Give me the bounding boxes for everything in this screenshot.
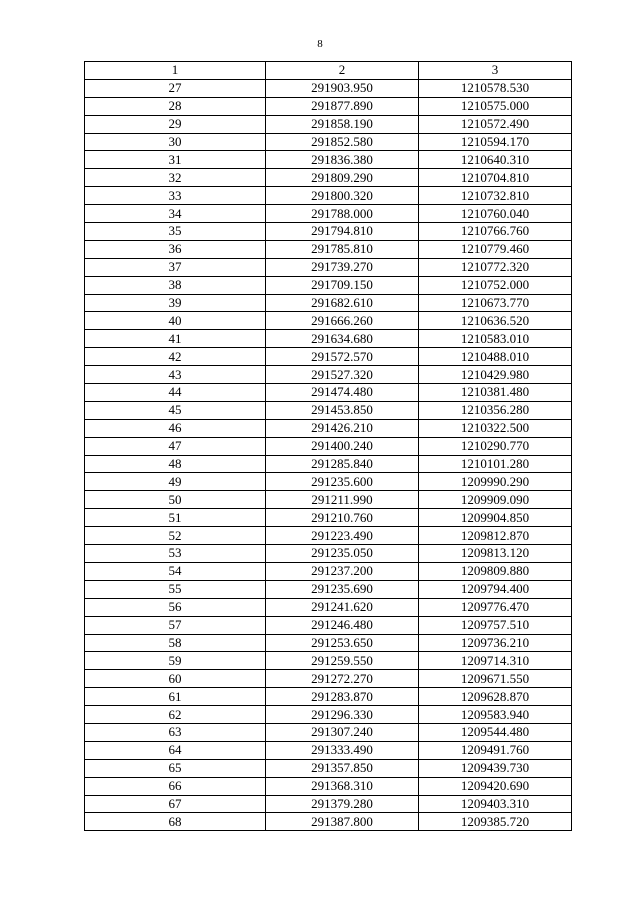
x-coordinate-cell: 291307.240 [266, 723, 419, 741]
x-coordinate-cell: 291739.270 [266, 258, 419, 276]
y-coordinate-cell: 1210488.010 [419, 348, 572, 366]
table-row [85, 509, 572, 527]
x-coordinate-cell: 291223.490 [266, 527, 419, 545]
y-coordinate-cell: 1209403.310 [419, 795, 572, 813]
point-number-cell: 31 [85, 151, 266, 169]
point-number-cell: 59 [85, 652, 266, 670]
table-row [85, 187, 572, 205]
y-coordinate-cell: 1210290.770 [419, 437, 572, 455]
x-coordinate-cell: 291877.890 [266, 97, 419, 115]
y-coordinate-cell: 1210636.520 [419, 312, 572, 330]
y-coordinate-cell: 1209628.870 [419, 688, 572, 706]
x-coordinate-cell: 291785.810 [266, 240, 419, 258]
table-row [85, 384, 572, 402]
y-coordinate-cell: 1209813.120 [419, 545, 572, 563]
y-coordinate-cell: 1209420.690 [419, 777, 572, 795]
table-row [85, 795, 572, 813]
y-coordinate-cell: 1210381.480 [419, 384, 572, 402]
column-header-3: 3 [419, 62, 572, 80]
x-coordinate-cell: 291211.990 [266, 491, 419, 509]
y-coordinate-cell: 1210760.040 [419, 205, 572, 223]
x-coordinate-cell: 291259.550 [266, 652, 419, 670]
x-coordinate-cell: 291210.760 [266, 509, 419, 527]
y-coordinate-cell: 1210578.530 [419, 79, 572, 97]
point-number-cell: 65 [85, 759, 266, 777]
y-coordinate-cell: 1209671.550 [419, 670, 572, 688]
column-header-2: 2 [266, 62, 419, 80]
x-coordinate-cell: 291794.810 [266, 223, 419, 241]
table-row [85, 419, 572, 437]
point-number-cell: 39 [85, 294, 266, 312]
point-number-cell: 28 [85, 97, 266, 115]
table-row [85, 670, 572, 688]
point-number-cell: 43 [85, 366, 266, 384]
x-coordinate-cell: 291368.310 [266, 777, 419, 795]
point-number-cell: 51 [85, 509, 266, 527]
y-coordinate-cell: 1210575.000 [419, 97, 572, 115]
table-row [85, 258, 572, 276]
y-coordinate-cell: 1209794.400 [419, 580, 572, 598]
y-coordinate-cell: 1210779.460 [419, 240, 572, 258]
y-coordinate-cell: 1210732.810 [419, 187, 572, 205]
table-row [85, 366, 572, 384]
point-number-cell: 53 [85, 545, 266, 563]
point-number-cell: 57 [85, 616, 266, 634]
table-row [85, 240, 572, 258]
x-coordinate-cell: 291836.380 [266, 151, 419, 169]
x-coordinate-cell: 291800.320 [266, 187, 419, 205]
y-coordinate-cell: 1209909.090 [419, 491, 572, 509]
x-coordinate-cell: 291235.600 [266, 473, 419, 491]
coordinates-table [84, 61, 572, 831]
table-header-row [85, 62, 572, 80]
table-row [85, 169, 572, 187]
point-number-cell: 34 [85, 205, 266, 223]
x-coordinate-cell: 291903.950 [266, 79, 419, 97]
y-coordinate-cell: 1210766.760 [419, 223, 572, 241]
y-coordinate-cell: 1209904.850 [419, 509, 572, 527]
x-coordinate-cell: 291809.290 [266, 169, 419, 187]
table-row [85, 79, 572, 97]
y-coordinate-cell: 1210583.010 [419, 330, 572, 348]
x-coordinate-cell: 291852.580 [266, 133, 419, 151]
x-coordinate-cell: 291682.610 [266, 294, 419, 312]
x-coordinate-cell: 291527.320 [266, 366, 419, 384]
table-row [85, 813, 572, 831]
y-coordinate-cell: 1210640.310 [419, 151, 572, 169]
y-coordinate-cell: 1209757.510 [419, 616, 572, 634]
point-number-cell: 33 [85, 187, 266, 205]
x-coordinate-cell: 291235.690 [266, 580, 419, 598]
x-coordinate-cell: 291241.620 [266, 598, 419, 616]
table-row [85, 580, 572, 598]
y-coordinate-cell: 1209439.730 [419, 759, 572, 777]
table-row [85, 437, 572, 455]
point-number-cell: 55 [85, 580, 266, 598]
y-coordinate-cell: 1209990.290 [419, 473, 572, 491]
x-coordinate-cell: 291235.050 [266, 545, 419, 563]
table-row [85, 491, 572, 509]
x-coordinate-cell: 291788.000 [266, 205, 419, 223]
point-number-cell: 38 [85, 276, 266, 294]
x-coordinate-cell: 291453.850 [266, 401, 419, 419]
page-number: 8 [317, 38, 323, 50]
point-number-cell: 45 [85, 401, 266, 419]
y-coordinate-cell: 1210704.810 [419, 169, 572, 187]
point-number-cell: 56 [85, 598, 266, 616]
x-coordinate-cell: 291283.870 [266, 688, 419, 706]
x-coordinate-cell: 291272.270 [266, 670, 419, 688]
point-number-cell: 52 [85, 527, 266, 545]
x-coordinate-cell: 291474.480 [266, 384, 419, 402]
table-header [85, 62, 572, 80]
table-row [85, 97, 572, 115]
point-number-cell: 29 [85, 115, 266, 133]
point-number-cell: 40 [85, 312, 266, 330]
y-coordinate-cell: 1210101.280 [419, 455, 572, 473]
x-coordinate-cell: 291357.850 [266, 759, 419, 777]
x-coordinate-cell: 291237.200 [266, 562, 419, 580]
y-coordinate-cell: 1209544.480 [419, 723, 572, 741]
point-number-cell: 32 [85, 169, 266, 187]
table-row [85, 527, 572, 545]
point-number-cell: 61 [85, 688, 266, 706]
x-coordinate-cell: 291253.650 [266, 634, 419, 652]
table-row [85, 688, 572, 706]
table-row [85, 205, 572, 223]
point-number-cell: 62 [85, 706, 266, 724]
y-coordinate-cell: 1209385.720 [419, 813, 572, 831]
table-row [85, 741, 572, 759]
y-coordinate-cell: 1209491.760 [419, 741, 572, 759]
x-coordinate-cell: 291709.150 [266, 276, 419, 294]
table-row [85, 634, 572, 652]
point-number-cell: 47 [85, 437, 266, 455]
y-coordinate-cell: 1210429.980 [419, 366, 572, 384]
point-number-cell: 30 [85, 133, 266, 151]
x-coordinate-cell: 291285.840 [266, 455, 419, 473]
table-row [85, 562, 572, 580]
x-coordinate-cell: 291400.240 [266, 437, 419, 455]
y-coordinate-cell: 1210772.320 [419, 258, 572, 276]
x-coordinate-cell: 291246.480 [266, 616, 419, 634]
y-coordinate-cell: 1210356.280 [419, 401, 572, 419]
point-number-cell: 48 [85, 455, 266, 473]
y-coordinate-cell: 1209583.940 [419, 706, 572, 724]
point-number-cell: 64 [85, 741, 266, 759]
point-number-cell: 37 [85, 258, 266, 276]
point-number-cell: 35 [85, 223, 266, 241]
y-coordinate-cell: 1210752.000 [419, 276, 572, 294]
point-number-cell: 36 [85, 240, 266, 258]
table-row [85, 401, 572, 419]
y-coordinate-cell: 1210673.770 [419, 294, 572, 312]
point-number-cell: 63 [85, 723, 266, 741]
y-coordinate-cell: 1209776.470 [419, 598, 572, 616]
point-number-cell: 54 [85, 562, 266, 580]
x-coordinate-cell: 291333.490 [266, 741, 419, 759]
table-row [85, 294, 572, 312]
column-header-1: 1 [85, 62, 266, 80]
x-coordinate-cell: 291426.210 [266, 419, 419, 437]
table-row [85, 115, 572, 133]
y-coordinate-cell: 1209714.310 [419, 652, 572, 670]
point-number-cell: 58 [85, 634, 266, 652]
x-coordinate-cell: 291387.800 [266, 813, 419, 831]
table-row [85, 652, 572, 670]
point-number-cell: 60 [85, 670, 266, 688]
table-row [85, 473, 572, 491]
x-coordinate-cell: 291666.260 [266, 312, 419, 330]
table-body [85, 79, 572, 830]
x-coordinate-cell: 291572.570 [266, 348, 419, 366]
table-row [85, 706, 572, 724]
table-row [85, 455, 572, 473]
point-number-cell: 68 [85, 813, 266, 831]
point-number-cell: 42 [85, 348, 266, 366]
table-row [85, 223, 572, 241]
table-row [85, 545, 572, 563]
table-row [85, 777, 572, 795]
point-number-cell: 27 [85, 79, 266, 97]
table-row [85, 598, 572, 616]
x-coordinate-cell: 291858.190 [266, 115, 419, 133]
y-coordinate-cell: 1209812.870 [419, 527, 572, 545]
y-coordinate-cell: 1210322.500 [419, 419, 572, 437]
point-number-cell: 66 [85, 777, 266, 795]
x-coordinate-cell: 291379.280 [266, 795, 419, 813]
y-coordinate-cell: 1209809.880 [419, 562, 572, 580]
table-row [85, 723, 572, 741]
table-row [85, 616, 572, 634]
y-coordinate-cell: 1210572.490 [419, 115, 572, 133]
table-row [85, 330, 572, 348]
table-row [85, 312, 572, 330]
table-row [85, 348, 572, 366]
table-row [85, 133, 572, 151]
table-row [85, 759, 572, 777]
table-row [85, 151, 572, 169]
x-coordinate-cell: 291296.330 [266, 706, 419, 724]
y-coordinate-cell: 1210594.170 [419, 133, 572, 151]
point-number-cell: 49 [85, 473, 266, 491]
y-coordinate-cell: 1209736.210 [419, 634, 572, 652]
point-number-cell: 41 [85, 330, 266, 348]
point-number-cell: 44 [85, 384, 266, 402]
point-number-cell: 67 [85, 795, 266, 813]
table-row [85, 276, 572, 294]
point-number-cell: 46 [85, 419, 266, 437]
point-number-cell: 50 [85, 491, 266, 509]
x-coordinate-cell: 291634.680 [266, 330, 419, 348]
